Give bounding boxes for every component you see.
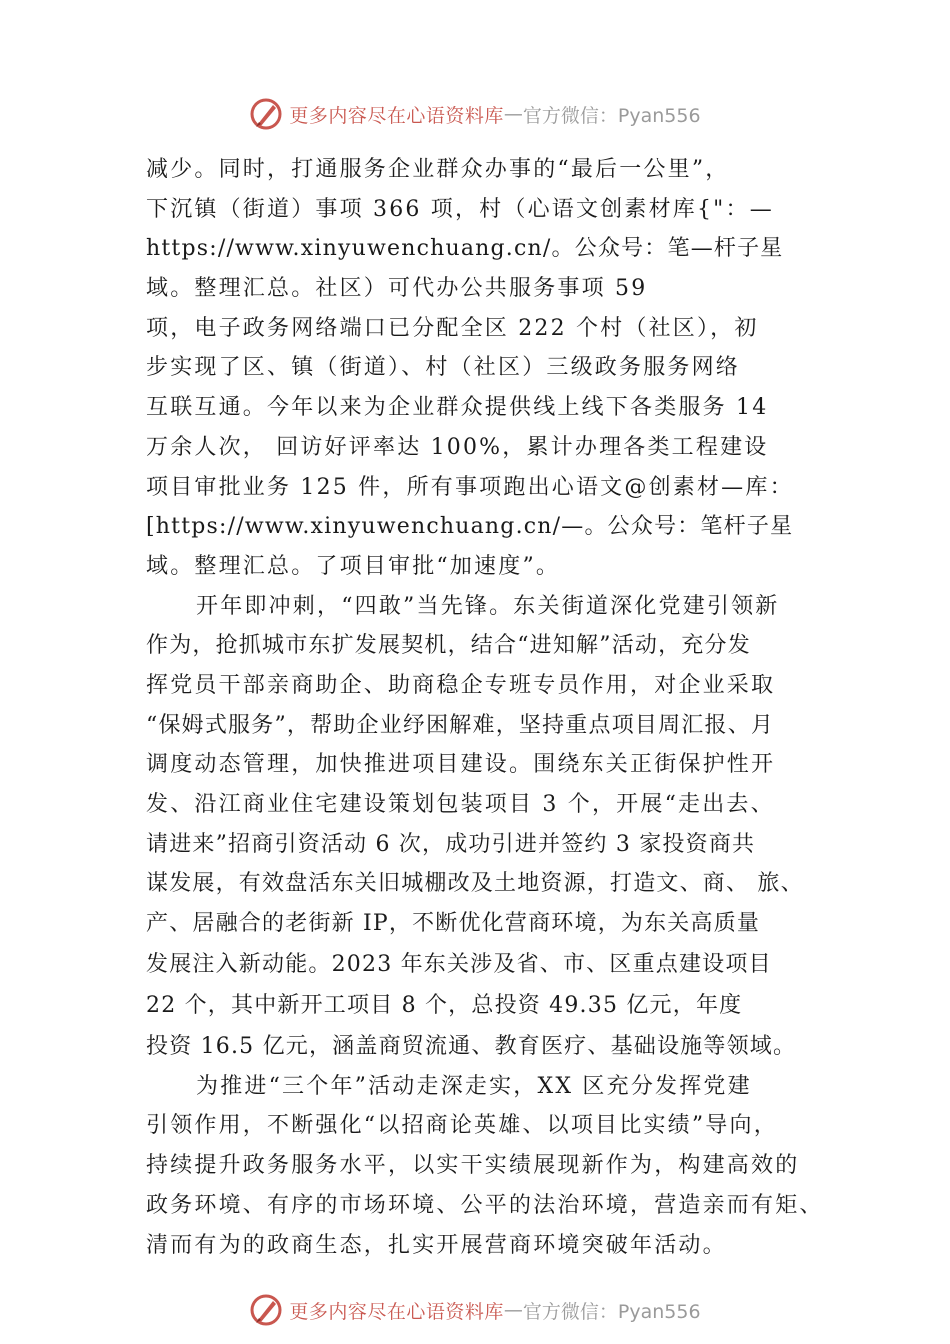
paragraph-line: 域。整理汇总。社区）可代办公共服务事项 59 <box>146 276 648 302</box>
paragraph-line: 22 个，其中新开工项目 8 个，总投资 49.35 亿元，年度 <box>146 992 743 1018</box>
footer-separator: — <box>503 1299 523 1321</box>
paragraph-line: “保姆式服务”，帮助企业纾困解难，坚持重点项目周汇报、月 <box>146 712 775 738</box>
paragraph-line: 发、沿江商业住宅建设策划包装项目 3 个，开展“走出去、 <box>146 792 775 817</box>
paragraph-line: 挥党员干部亲商助企、助商稳企专班专员作用，对企业采取 <box>146 672 776 698</box>
paragraph-line: 万余人次， 回访好评率达 100%，累计办理各类工程建设 <box>146 434 769 460</box>
footer-banner <box>0 1290 950 1330</box>
footer-wechat-text: 官方微信：Pyan556 <box>522 1300 701 1323</box>
paragraph-line: 下沉镇（街道）事项 366 项，村（心语文创素材库{"：— <box>146 196 774 222</box>
feather-pen-logo-icon <box>249 97 283 131</box>
header-banner <box>0 94 950 134</box>
paragraph-line: 政务环境、有序的市场环境、公平的法治环境，营造亲而有矩、 <box>146 1192 824 1218</box>
paragraph-line: 持续提升政务服务水平，以实干实绩展现新作为，构建高效的 <box>146 1153 800 1179</box>
paragraph-line: 减少。同时，打通服务企业群众办事的“最后一公里”， <box>146 157 730 182</box>
document-body <box>146 150 846 1265</box>
paragraph-line: https://www.xinyuwenchuang.cn/。公众号：笔—杆子星 <box>146 236 784 262</box>
paragraph-line: 为推进“三个年”活动走深走实，XX 区充分发挥党建 <box>196 1073 752 1099</box>
paragraph-line: 请进来”招商引资活动 6 次，成功引进并签约 3 家投资商共 <box>146 831 756 857</box>
paragraph-line: 开年即冲刺，“四敢”当先锋。东关街道深化党建引领新 <box>196 593 780 619</box>
paragraph-line: 清而有为的政商生态，扎实开展营商环境突破年活动。 <box>146 1232 727 1258</box>
paragraph-line: 项目审批业务 125 件，所有事项跑出心语文@创素材—库： <box>146 474 794 500</box>
footer-brand-text: 更多内容尽在心语资料库 <box>289 1300 504 1323</box>
paragraph-line: 步实现了区、镇（街道）、村（社区）三级政务服务网络 <box>146 355 741 381</box>
paragraph-line: 域。整理汇总。了项目审批“加速度”。 <box>146 553 561 579</box>
paragraph-line: 发展注入新动能。2023 年东关涉及省、市、区重点建设项目 <box>146 951 772 977</box>
paragraph-line: 项，电子政务网络端口已分配全区 222 个村（社区），初 <box>146 315 759 341</box>
paragraph-line: 引领作用，不断强化“以招商论英雄、以项目比实绩”导向， <box>146 1113 778 1139</box>
paragraph-line: 作为，抢抓城市东扩发展契机，结合“进知解”活动，充分发 <box>146 633 751 659</box>
paragraph-line: 投资 16.5 亿元，涵盖商贸流通、教育医疗、基础设施等领域。 <box>146 1033 797 1059</box>
header-brand-text: 更多内容尽在心语资料库 <box>289 104 504 127</box>
paragraph-line: 调度动态管理，加快推进项目建设。围绕东关正街保护性开 <box>146 752 776 778</box>
paragraph-line: 产、居融合的老街新 IP，不断优化营商环境，为东关高质量 <box>146 911 761 937</box>
feather-pen-logo-icon <box>249 1293 283 1327</box>
paragraph-line: 互联互通。今年以来为企业群众提供线上线下各类服务 14 <box>146 395 769 421</box>
header-wechat-text: 官方微信：Pyan556 <box>522 104 701 127</box>
paragraph-line: [https://www.xinyuwenchuang.cn/—。公众号：笔杆子星 <box>146 514 794 540</box>
header-separator: — <box>503 103 523 125</box>
paragraph-line: 谋发展，有效盘活东关旧城棚改及土地资源，打造文、商、 旅、 <box>146 871 804 897</box>
